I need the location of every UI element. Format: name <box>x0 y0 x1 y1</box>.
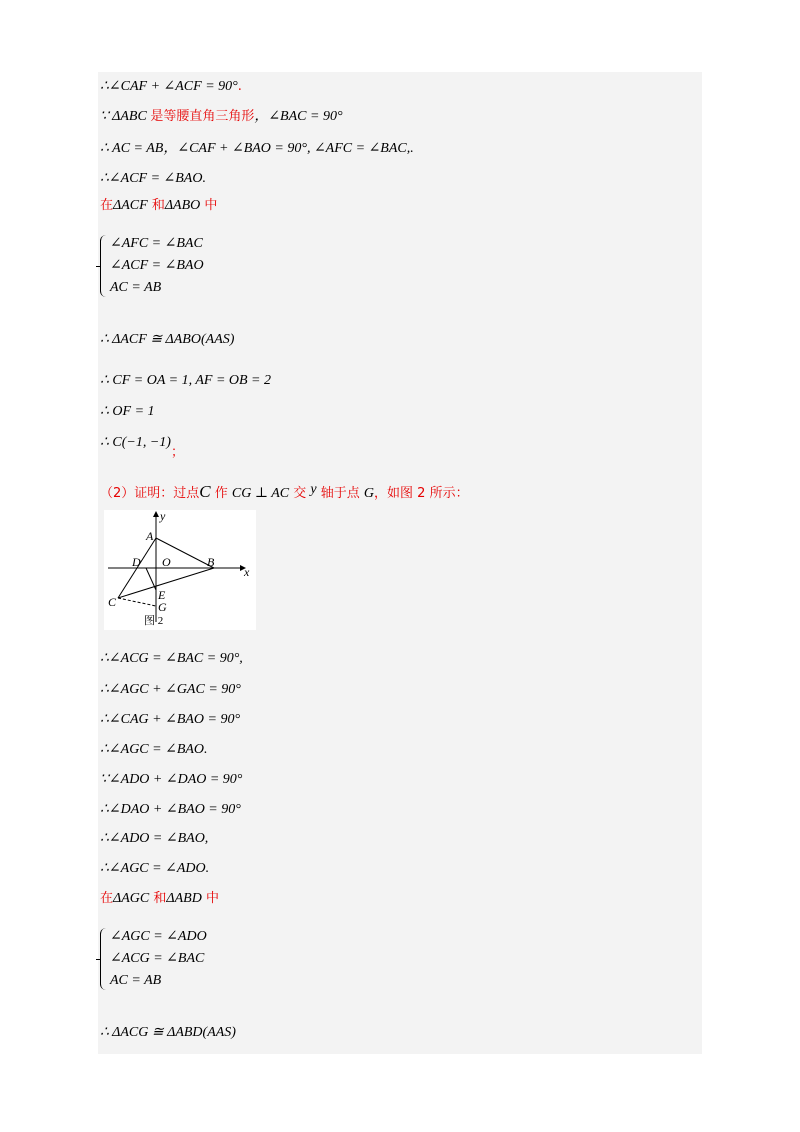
figure-caption: 图 2 <box>144 615 164 627</box>
proof2-line-2: ∴∠AGC + ∠GAC = 90° <box>100 682 241 697</box>
red-text: 中 <box>200 198 218 213</box>
label-g: G <box>158 600 167 614</box>
congruence-system-2 <box>100 926 207 992</box>
red-text: 和 <box>149 891 167 906</box>
red-text: 轴于点 <box>316 486 364 501</box>
red-text: ，如图 2 所示： <box>374 486 469 501</box>
proof-line-4: ∴∠ACF = ∠BAO. <box>100 171 206 186</box>
red-punctuation: ； <box>170 445 184 460</box>
label-x: x <box>244 565 250 579</box>
proof-line-5 <box>100 197 217 215</box>
axis-label: y <box>310 482 317 497</box>
brace-icon <box>100 235 108 297</box>
system-row: ∠AGC = ∠ADO <box>110 929 207 944</box>
proof2-line-9 <box>100 890 219 908</box>
triangle-name: ΔABD <box>166 891 202 906</box>
system-row: ∠ACG = ∠BAC <box>110 951 205 966</box>
proof2-line-5: ∵∠ADO + ∠DAO = 90° <box>100 772 243 787</box>
proof-line-9 <box>100 434 184 460</box>
proof-line-1 <box>100 78 242 96</box>
proof-line-3: ∴ AC = AB，∠CAF + ∠BAO = 90°, ∠AFC = ∠BAC,. <box>100 141 414 156</box>
label-e: E <box>158 588 166 602</box>
label-b: B <box>207 555 215 569</box>
segment-cg-dashed <box>118 598 156 606</box>
proof2-line-6: ∴∠DAO + ∠BAO = 90° <box>100 802 241 817</box>
congruence-system-1 <box>100 233 204 299</box>
equation-text: CG ⊥ AC <box>231 486 290 501</box>
proof-line-2 <box>100 108 343 126</box>
segment-bc <box>118 568 214 598</box>
red-text: （2）证明：过点 <box>100 486 200 501</box>
system-row: ∠AFC = ∠BAC <box>110 236 203 251</box>
proof-line-6: ∴ ΔACF ≅ ΔABO(AAS) <box>100 332 235 347</box>
figure-svg <box>104 510 256 630</box>
geometry-figure-2 <box>104 510 256 630</box>
proof2-line-1: ∴∠ACG = ∠BAC = 90°, <box>100 651 243 666</box>
triangle-name: ΔABO <box>164 198 201 213</box>
label-o: O <box>162 555 171 569</box>
proof2-line-8: ∴∠AGC = ∠ADO. <box>100 861 210 876</box>
triangle-name: ΔAGC <box>113 891 150 906</box>
proof2-line-4: ∴∠AGC = ∠BAO. <box>100 742 208 757</box>
red-text: 交 <box>289 486 311 501</box>
point-label: C <box>199 482 211 501</box>
red-punctuation: . <box>237 79 242 94</box>
proof-line-8: ∴ OF = 1 <box>100 404 155 419</box>
label-a: A <box>146 529 154 543</box>
brace-icon <box>100 928 108 990</box>
red-text: 在 <box>100 891 114 906</box>
label-c: C <box>108 595 117 609</box>
point-label: G <box>363 486 375 501</box>
proof2-line-7: ∴∠ADO = ∠BAO, <box>100 831 209 846</box>
system-row: ∠ACF = ∠BAO <box>110 258 204 273</box>
equation-text: ∴∠CAF + ∠ACF = 90° <box>100 79 238 94</box>
system-row: AC = AB <box>110 973 162 988</box>
red-text: 和 <box>147 198 165 213</box>
equation-text: ∵ ΔABC <box>100 109 151 124</box>
proof2-line-3: ∴∠CAG + ∠BAO = 90° <box>100 712 241 727</box>
proof2-line-final: ∴ ΔACG ≅ ΔABD(AAS) <box>100 1025 236 1040</box>
red-annotation: 是等腰直角三角形 <box>150 109 255 124</box>
red-text: 在 <box>100 198 114 213</box>
red-text: 作 <box>210 486 232 501</box>
red-text: 中 <box>201 891 219 906</box>
equation-text: ，∠BAC = 90° <box>254 109 343 124</box>
label-y: y <box>160 510 166 523</box>
proof-line-7: ∴ CF = OA = 1, AF = OB = 2 <box>100 373 272 388</box>
triangle-name: ΔACF <box>113 198 148 213</box>
label-d: D <box>132 555 141 569</box>
segment-de <box>146 568 156 590</box>
y-axis-arrow-icon <box>153 511 159 517</box>
equation-text: ∴ C(−1, −1) <box>100 435 171 450</box>
part2-heading <box>100 483 469 503</box>
system-row: AC = AB <box>110 280 162 295</box>
